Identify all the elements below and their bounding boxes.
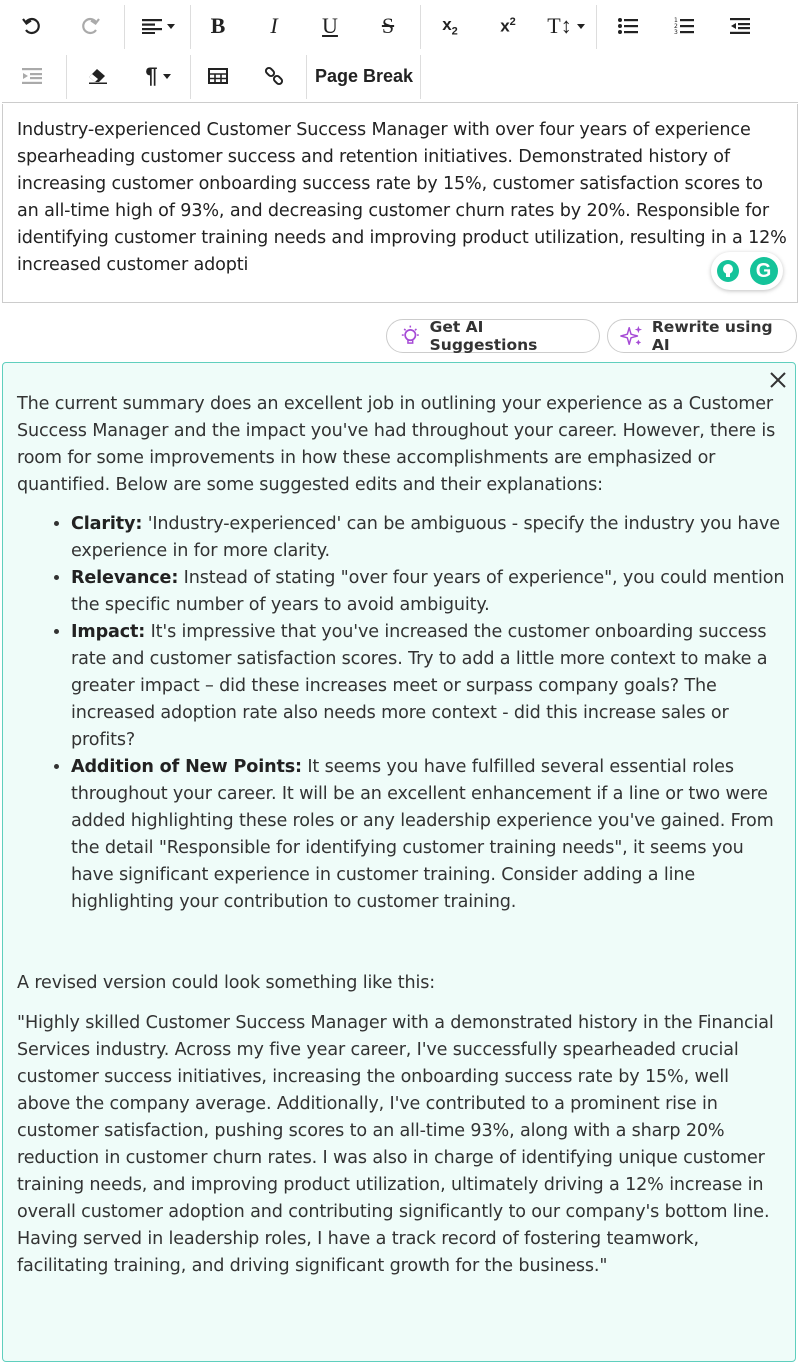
insert-link-button[interactable] xyxy=(246,53,302,99)
editor-content[interactable]: Industry-experienced Customer Success Manager with over four years of experience spearheading customer success and retention initiatives. Demonstrated history of increasing customer onboarding success rate by 15%, customer satisfaction scores to an all-time high of 93%, and decreasing customer churn rates by 20%. Responsible for identifying customer training needs and improving product utilization, resulting in a 12% increased customer adopti xyxy=(17,120,787,275)
get-ai-suggestions-label: Get AI Suggestions xyxy=(429,318,538,354)
outdent-icon xyxy=(22,68,42,84)
revised-version-label: A revised version could look something like this: xyxy=(17,973,435,993)
align-left-icon xyxy=(142,18,162,34)
suggestion-item xyxy=(71,754,787,916)
ai-suggestions-panel xyxy=(2,362,796,1362)
rewrite-using-ai-button[interactable] xyxy=(607,319,797,353)
grammarly-bulb-icon[interactable] xyxy=(717,260,739,282)
suggestion-title: Addition of New Points: xyxy=(71,757,302,777)
svg-text:2: 2 xyxy=(674,23,678,30)
text-size-icon: T↕ xyxy=(547,13,572,38)
toolbar-divider xyxy=(306,55,307,99)
strikethrough-icon: S xyxy=(381,13,395,38)
chevron-down-icon xyxy=(167,24,175,29)
align-dropdown[interactable] xyxy=(128,3,188,49)
sparkle-icon xyxy=(620,323,644,349)
outdent-button[interactable] xyxy=(4,53,60,99)
rewrite-using-ai-label: Rewrite using AI xyxy=(651,318,773,354)
suggestion-title: Clarity: xyxy=(71,514,143,534)
suggestion-title: Impact: xyxy=(71,622,146,642)
strikethrough-button[interactable] xyxy=(360,3,416,49)
suggestions-intro: The current summary does an excellent job in outlining your experience as a Customer Success Manager and the impact you've had throughout your career. However, there is room for some improvements in how these accomplishments are emphasized or quantified. Below are some suggested edits and their explanations: xyxy=(17,394,776,495)
grammarly-logo-icon[interactable]: G xyxy=(750,257,778,285)
revised-summary-text: "Highly skilled Customer Success Manager with a demonstrated history in the Financial Services industry. Across my five year career, I've successfully spearheaded crucial customer success initiatives, increasing the onboarding success rate by 15%, well above the company average. Additionally, I've contributed to a prominent rise in customer satisfaction, pushing scores to an all-time 93%, along with a sharp 20% reduction in customer churn rates. I was also in charge of identifying unique customer training needs, and improving product utilization, ultimately driving a 12% increase in overall customer adoption and contributing significantly to our company's bottom line. Having served in leadership roles, I have a track record of fostering teamwork, facilitating training, and driving significant growth for the business." xyxy=(17,1013,774,1276)
toolbar-divider xyxy=(420,5,421,49)
suggestion-text: It's impressive that you've increased the customer onboarding success rate and customer satisfaction scores. Try to add a little more context to make a greater impact – did these increases meet or surpass company goals? The increased adoption rate also needs more context - did this increase sales or profits? xyxy=(71,622,768,750)
toolbar-divider xyxy=(124,5,125,49)
suggestion-text: It seems you have fulfilled several essential roles throughout your career. It will be an excellent enhancement if a line or two were added highlighting these roles or any leadership experience you've gained. From the detail "Responsible for identifying customer training needs", it seems you have significant experience in customer training. Consider adding a line highlighting your contribution to customer training. xyxy=(71,757,774,912)
suggestion-item xyxy=(71,565,787,619)
toolbar-row-2 xyxy=(2,53,798,103)
clear-format-button[interactable] xyxy=(70,53,126,99)
page-break-label: Page Break xyxy=(314,65,414,86)
indent-button[interactable] xyxy=(712,3,768,49)
underline-icon: U xyxy=(322,13,338,38)
toolbar-row-1 xyxy=(2,3,798,53)
toolbar-divider xyxy=(420,55,421,99)
page-break-button[interactable] xyxy=(308,53,420,99)
suggestion-title: Relevance: xyxy=(71,568,179,588)
superscript-icon: $x^2$ xyxy=(500,15,516,36)
bold-button[interactable] xyxy=(190,3,246,49)
link-icon xyxy=(264,66,284,86)
redo-button[interactable] xyxy=(62,3,118,49)
superscript-button[interactable] xyxy=(480,3,536,49)
italic-button[interactable] xyxy=(246,3,302,49)
paragraph-icon: ¶ xyxy=(145,63,158,88)
italic-icon: I xyxy=(270,13,278,38)
suggestions-body xyxy=(17,391,787,1280)
toolbar-divider xyxy=(66,55,67,99)
undo-button[interactable] xyxy=(4,3,60,49)
insert-table-button[interactable] xyxy=(190,53,246,99)
lightbulb-icon xyxy=(399,324,422,348)
summary-editor[interactable] xyxy=(2,104,798,303)
bold-icon: B xyxy=(210,13,226,38)
grammarly-widget[interactable] xyxy=(711,252,783,290)
editor-toolbar xyxy=(2,0,798,103)
text-size-dropdown[interactable] xyxy=(538,3,594,49)
indent-icon xyxy=(730,18,750,34)
get-ai-suggestions-button[interactable] xyxy=(386,319,600,353)
eraser-icon xyxy=(87,68,109,84)
bullet-list-button[interactable] xyxy=(600,3,656,49)
suggestion-text: 'Industry-experienced' can be ambiguous - specify the industry you have experience in for more clarity. xyxy=(71,514,780,561)
chevron-down-icon xyxy=(577,24,585,29)
table-icon xyxy=(208,68,228,84)
chevron-down-icon xyxy=(163,74,171,79)
subscript-icon: $x_2$ xyxy=(442,14,458,38)
toolbar-divider xyxy=(596,5,597,49)
suggestion-text: Instead of stating "over four years of experience", you could mention the specific number of years to avoid ambiguity. xyxy=(71,568,785,615)
suggestion-item xyxy=(71,619,787,754)
suggestion-list xyxy=(17,511,787,916)
svg-text:3: 3 xyxy=(674,29,678,35)
close-icon[interactable] xyxy=(767,369,789,391)
redo-icon xyxy=(80,16,100,36)
suggestion-item xyxy=(71,511,787,565)
svg-text:1: 1 xyxy=(674,17,678,24)
subscript-button[interactable] xyxy=(422,3,478,49)
numbered-list-icon xyxy=(674,17,694,35)
bullet-list-icon xyxy=(618,18,638,34)
numbered-list-button[interactable] xyxy=(656,3,712,49)
paragraph-dropdown[interactable] xyxy=(128,53,188,99)
undo-icon xyxy=(22,16,42,36)
underline-button[interactable] xyxy=(302,3,358,49)
